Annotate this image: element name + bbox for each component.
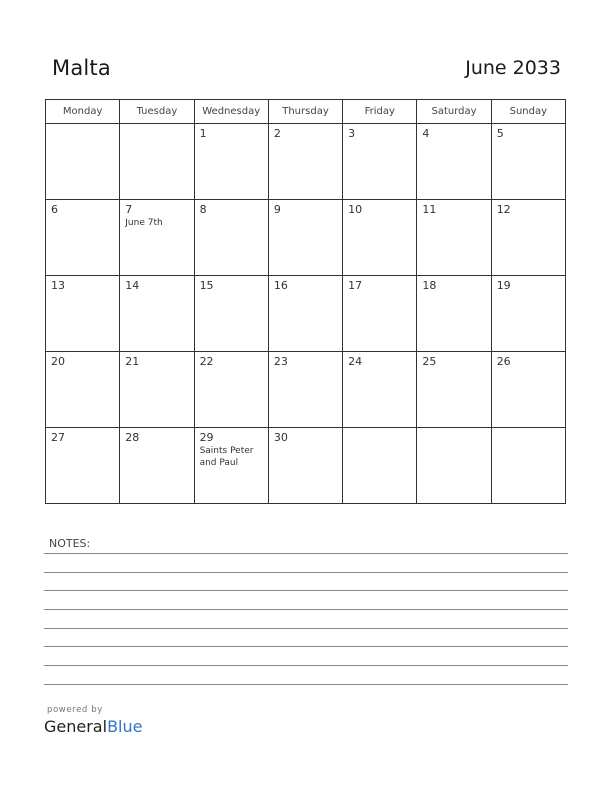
note-line <box>44 572 568 573</box>
week-row <box>46 428 566 504</box>
day-number: 14 <box>125 279 140 292</box>
day-cell <box>491 124 565 200</box>
weekday-header: Saturday <box>417 100 491 124</box>
day-cell <box>194 124 268 200</box>
day-number: 27 <box>51 431 65 444</box>
generalblue-logo <box>44 717 142 736</box>
day-number: 29 <box>199 431 214 444</box>
powered-by-text: powered by <box>47 705 103 715</box>
day-cell <box>194 276 268 352</box>
weekday-header: Wednesday <box>194 100 268 124</box>
day-cell <box>343 428 417 504</box>
day-cell <box>343 276 417 352</box>
note-line <box>44 590 568 591</box>
day-number: 24 <box>348 355 363 368</box>
weekday-header: Monday <box>46 100 120 124</box>
day-cell <box>491 352 565 428</box>
day-cell <box>120 428 194 504</box>
day-cell <box>417 352 491 428</box>
day-number: 25 <box>422 355 437 368</box>
day-number: 6 <box>51 203 58 216</box>
calendar-month-title: June 2033 <box>465 57 561 79</box>
day-cell <box>194 200 268 276</box>
week-row <box>46 200 566 276</box>
day-number: 16 <box>273 279 288 292</box>
day-number: 11 <box>422 203 437 216</box>
day-cell <box>194 428 268 504</box>
day-cell <box>120 124 194 200</box>
week-row <box>46 276 566 352</box>
day-cell <box>268 276 342 352</box>
day-number: 9 <box>273 203 281 216</box>
day-cell <box>120 276 194 352</box>
weekday-header: Thursday <box>268 100 342 124</box>
brand-blue: Blue <box>107 717 143 736</box>
calendar-grid <box>45 99 566 504</box>
day-cell <box>46 200 120 276</box>
brand-general: General <box>44 717 108 736</box>
day-cell <box>46 124 120 200</box>
day-cell <box>491 276 565 352</box>
day-number: 21 <box>125 355 140 368</box>
day-number: 30 <box>273 431 288 444</box>
holiday-label: Saints Peter and Paul <box>199 446 254 468</box>
day-number: 2 <box>273 127 281 140</box>
day-cell <box>120 352 194 428</box>
day-number: 28 <box>125 431 140 444</box>
day-number: 17 <box>348 279 363 292</box>
day-cell <box>268 352 342 428</box>
note-line <box>44 684 568 685</box>
day-number: 22 <box>199 355 214 368</box>
day-cell <box>343 124 417 200</box>
day-number: 13 <box>51 279 65 292</box>
day-number: 20 <box>51 355 65 368</box>
notes-label: NOTES: <box>49 537 91 550</box>
week-row <box>46 124 566 200</box>
note-line <box>44 553 568 554</box>
note-line <box>44 665 568 666</box>
holiday-label: June 7th <box>125 218 163 228</box>
day-cell <box>491 200 565 276</box>
day-number: 15 <box>199 279 214 292</box>
note-line <box>44 609 568 610</box>
day-number: 12 <box>496 203 511 216</box>
day-number: 26 <box>496 355 511 368</box>
day-cell <box>46 428 120 504</box>
day-cell <box>343 352 417 428</box>
day-number: 4 <box>422 127 430 140</box>
note-line <box>44 628 568 629</box>
day-number: 3 <box>348 127 356 140</box>
day-cell <box>268 124 342 200</box>
day-cell <box>491 428 565 504</box>
day-number: 5 <box>496 127 504 140</box>
day-cell <box>46 276 120 352</box>
note-line <box>44 646 568 647</box>
day-number: 8 <box>199 203 207 216</box>
day-cell <box>417 200 491 276</box>
day-cell <box>268 200 342 276</box>
day-cell <box>417 428 491 504</box>
day-cell <box>268 428 342 504</box>
day-cell <box>417 276 491 352</box>
day-number: 19 <box>496 279 511 292</box>
day-number: 10 <box>348 203 363 216</box>
weekday-header-row <box>46 100 566 124</box>
weekday-header: Tuesday <box>120 100 194 124</box>
week-row <box>46 352 566 428</box>
weekday-header: Friday <box>343 100 417 124</box>
day-number: 18 <box>422 279 437 292</box>
day-number: 1 <box>199 127 207 140</box>
day-number: 7 <box>125 203 133 216</box>
day-cell <box>46 352 120 428</box>
day-cell <box>343 200 417 276</box>
weekday-header: Sunday <box>491 100 565 124</box>
day-cell <box>120 200 194 276</box>
day-cell <box>194 352 268 428</box>
calendar-country-title: Malta <box>52 56 111 80</box>
day-cell <box>417 124 491 200</box>
day-number: 23 <box>273 355 288 368</box>
